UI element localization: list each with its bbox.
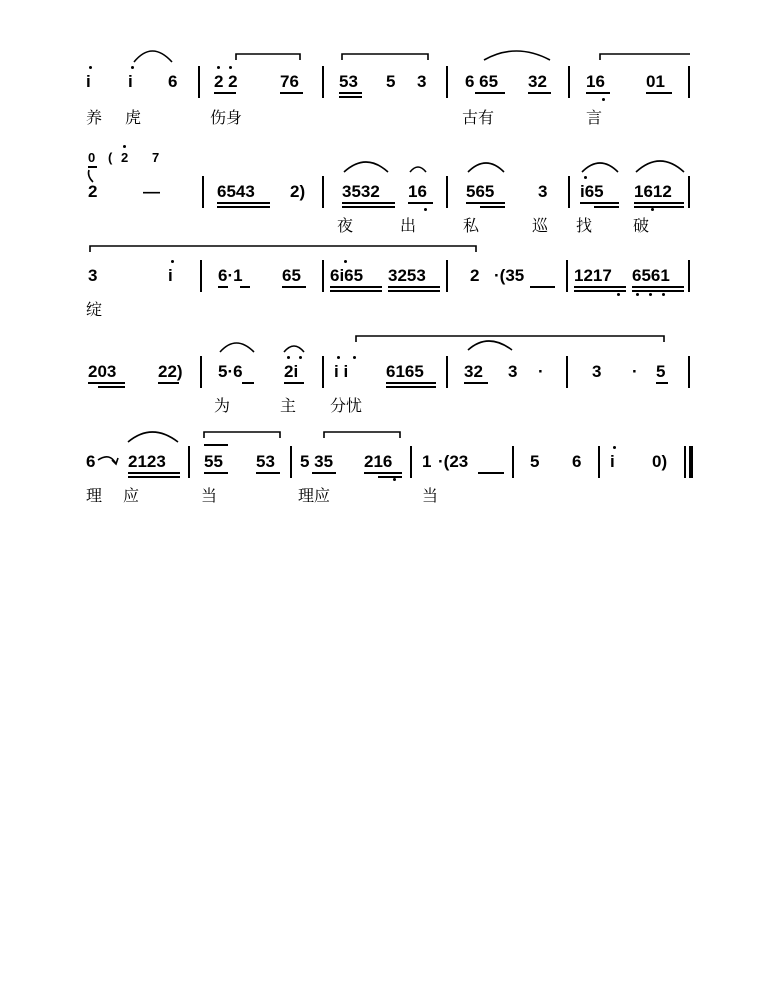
- underline: [128, 472, 180, 474]
- note: 76: [280, 72, 299, 91]
- octave-dot: [217, 66, 220, 69]
- lyric: 古有: [462, 108, 495, 127]
- note: ·(35: [494, 266, 525, 285]
- octave-dot: [344, 260, 347, 263]
- underline: [408, 202, 433, 204]
- note: i65: [580, 182, 604, 201]
- lyric: 为: [214, 396, 231, 415]
- octave-dot: [337, 356, 340, 359]
- barline: [512, 446, 514, 478]
- note: 65: [282, 266, 301, 285]
- lyric: 虎: [125, 108, 142, 127]
- tie-bracket: [324, 432, 400, 438]
- note: 6: [572, 452, 582, 471]
- underline: [240, 286, 250, 288]
- lyric: 养: [86, 108, 103, 127]
- barline: [322, 260, 324, 292]
- slur: [636, 161, 684, 172]
- underline: [284, 382, 304, 384]
- underline: [339, 92, 362, 94]
- underline: [466, 202, 505, 204]
- tie-bracket: [600, 54, 690, 60]
- note: i: [168, 266, 173, 285]
- note: —: [143, 182, 160, 201]
- barline: [566, 260, 568, 292]
- note: 6561: [632, 266, 670, 285]
- note: 0): [652, 452, 668, 471]
- underline: [530, 286, 555, 288]
- note: 3: [538, 182, 548, 201]
- note: i i: [334, 362, 349, 381]
- tie-bracket: [204, 432, 280, 438]
- underline: [280, 92, 303, 94]
- octave-dot: [584, 176, 587, 179]
- barline: [688, 66, 690, 98]
- underline: [574, 290, 626, 292]
- note: 6: [86, 452, 96, 471]
- underline: [574, 286, 626, 288]
- barline: [598, 446, 600, 478]
- barline: [198, 66, 200, 98]
- grace-note: 0: [88, 150, 96, 165]
- underline: [475, 92, 505, 94]
- octave-dot: [89, 66, 92, 69]
- note: 6·1: [218, 266, 243, 285]
- tie-bracket: [342, 54, 428, 60]
- note: 2i: [284, 362, 299, 381]
- note: 203: [88, 362, 117, 381]
- note: 5: [530, 452, 540, 471]
- lyric: 当: [422, 486, 439, 505]
- underline: [218, 286, 228, 288]
- underline: [282, 286, 306, 288]
- note: ·: [538, 362, 544, 381]
- underline: [386, 382, 436, 384]
- barline: [568, 66, 570, 98]
- underline: [634, 206, 684, 208]
- underline: [330, 286, 382, 288]
- note: 32: [528, 72, 547, 91]
- note: 565: [466, 182, 495, 201]
- lyric: 分忧: [330, 396, 363, 415]
- note: 3: [417, 72, 427, 91]
- underline: [128, 476, 180, 478]
- underline: [312, 472, 336, 474]
- octave-dot: [617, 293, 620, 296]
- underline: [478, 472, 504, 474]
- barline: [322, 356, 324, 388]
- underline: [388, 286, 440, 288]
- octave-dot: [613, 446, 616, 449]
- barline: [688, 356, 690, 388]
- underline: [656, 382, 668, 384]
- underline: [634, 202, 684, 204]
- note: 5: [386, 72, 396, 91]
- final-barline: [689, 446, 693, 478]
- underline: [242, 382, 254, 384]
- underline: [88, 166, 97, 168]
- underline: [342, 206, 395, 208]
- lyric: 理: [86, 486, 103, 505]
- underline: [586, 92, 610, 94]
- note: 3532: [342, 182, 380, 201]
- octave-dot: [171, 260, 174, 263]
- lyric: 夜: [337, 216, 354, 235]
- grace-note: 7: [152, 150, 160, 165]
- octave-dot: [636, 293, 639, 296]
- barline: [566, 356, 568, 388]
- note: 3: [508, 362, 518, 381]
- underline: [594, 206, 619, 208]
- note: 22): [158, 362, 183, 381]
- octave-dot: [123, 145, 126, 148]
- lyric: 当: [201, 486, 218, 505]
- underline: [632, 286, 684, 288]
- lyric: 绽: [86, 300, 103, 319]
- note: 6543: [217, 182, 255, 201]
- lyric: 言: [586, 108, 603, 127]
- note: 5 35: [300, 452, 334, 471]
- underline: [632, 290, 684, 292]
- barline: [446, 356, 448, 388]
- barline: [322, 66, 324, 98]
- note: 216: [364, 452, 393, 471]
- note: 6: [168, 72, 178, 91]
- underline: [378, 476, 402, 478]
- note: ·: [632, 362, 638, 381]
- slur: [344, 162, 388, 172]
- underline: [330, 290, 382, 292]
- note: 6 65: [465, 72, 499, 91]
- octave-dot: [651, 208, 654, 211]
- octave-dot: [393, 478, 396, 481]
- underline: [98, 386, 125, 388]
- underline: [364, 472, 402, 474]
- tie-bracket: [236, 54, 300, 60]
- barline: [446, 260, 448, 292]
- note: 3253: [388, 266, 426, 285]
- barline: [200, 260, 202, 292]
- underline: [528, 92, 551, 94]
- slur: [468, 341, 512, 350]
- note: 53: [256, 452, 275, 471]
- note: 2: [88, 182, 98, 201]
- overline: [204, 444, 228, 446]
- note: 53: [339, 72, 358, 91]
- underline: [386, 386, 436, 388]
- note: ·(23: [438, 452, 469, 471]
- octave-dot: [662, 293, 665, 296]
- note: 16: [408, 182, 427, 201]
- octave-dot: [649, 293, 652, 296]
- note: 2: [470, 266, 480, 285]
- note: 6165: [386, 362, 424, 381]
- barline: [446, 176, 448, 208]
- note: i: [86, 72, 91, 91]
- underline: [256, 472, 280, 474]
- slur: [128, 432, 178, 442]
- barline: [188, 446, 190, 478]
- note: 1612: [634, 182, 672, 201]
- octave-dot: [424, 208, 427, 211]
- slur: [582, 163, 618, 172]
- grace-note: 2: [121, 150, 129, 165]
- note: 32: [464, 362, 483, 381]
- tie-bracket: [90, 246, 476, 252]
- octave-dot: [299, 356, 302, 359]
- underline: [339, 96, 362, 98]
- note: 3: [592, 362, 602, 381]
- underline: [217, 202, 270, 204]
- underline: [464, 382, 488, 384]
- barline: [290, 446, 292, 478]
- octave-dot: [229, 66, 232, 69]
- lyric: 出: [400, 216, 417, 235]
- note: i: [128, 72, 133, 91]
- slur: [484, 51, 550, 60]
- note: 2): [290, 182, 306, 201]
- slur: [468, 163, 504, 172]
- underline: [204, 472, 228, 474]
- note: i: [610, 452, 615, 471]
- note: 3: [88, 266, 98, 285]
- barline: [202, 176, 204, 208]
- barline: [688, 260, 690, 292]
- barline: [200, 356, 202, 388]
- lyric: 私: [463, 216, 480, 235]
- note: 5·6: [218, 362, 243, 381]
- slur: [220, 343, 254, 352]
- underline: [388, 290, 440, 292]
- underline: [214, 92, 236, 94]
- note: 6i65: [330, 266, 364, 285]
- barline: [688, 176, 690, 208]
- lyric: 找: [576, 216, 593, 235]
- barline: [684, 446, 686, 478]
- lyric: 理应: [298, 486, 331, 505]
- slur: [134, 51, 172, 62]
- lyric: 伤身: [210, 108, 243, 127]
- underline: [342, 202, 395, 204]
- barline: [410, 446, 412, 478]
- underline: [158, 382, 179, 384]
- octave-dot: [131, 66, 134, 69]
- note: 5: [656, 362, 666, 381]
- underline: [88, 382, 125, 384]
- lyric: 破: [633, 216, 650, 235]
- octave-dot: [353, 356, 356, 359]
- slur: [410, 167, 426, 172]
- turn-ornament: [98, 457, 118, 464]
- lyric: 主: [280, 396, 297, 415]
- underline: [480, 206, 505, 208]
- underline: [217, 206, 270, 208]
- underline: [580, 202, 619, 204]
- note: 16: [586, 72, 605, 91]
- barline: [446, 66, 448, 98]
- note: 1: [422, 452, 432, 471]
- note: 01: [646, 72, 665, 91]
- underline: [646, 92, 672, 94]
- barline: [568, 176, 570, 208]
- note: 1217: [574, 266, 612, 285]
- lyric: 应: [123, 486, 140, 505]
- slur: [284, 346, 304, 352]
- octave-dot: [287, 356, 290, 359]
- tie-bracket: [356, 336, 664, 342]
- grace-paren: (: [108, 150, 113, 165]
- lyric: 巡: [532, 216, 549, 235]
- octave-dot: [602, 98, 605, 101]
- barline: [322, 176, 324, 208]
- note: 2 2: [214, 72, 238, 91]
- note: 55: [204, 452, 223, 471]
- note: 2123: [128, 452, 166, 471]
- grace-slur: [89, 170, 94, 182]
